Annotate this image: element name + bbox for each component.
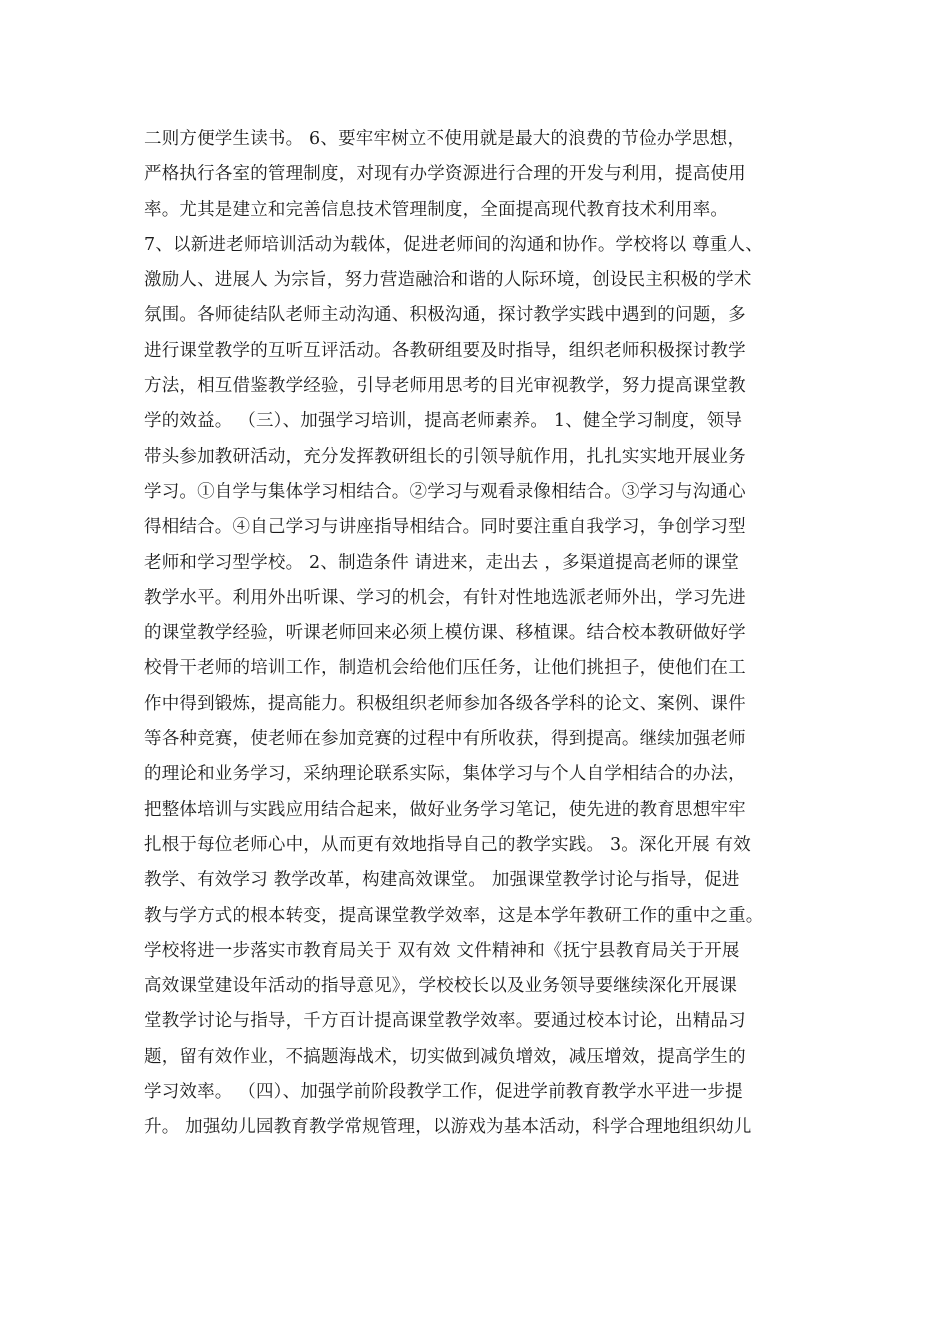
text-line: 等各种竞赛，使老师在参加竞赛的过程中有所收获，得到提高。继续加强老师 — [144, 729, 746, 750]
text-line: 的课堂教学经验，听课老师回来必须上模仿课、移植课。结合校本教研做好学 — [144, 623, 746, 644]
text-line: 老师和学习型学校。 2、制造条件 请进来，走出去 ，多渠道提高老师的课堂 — [144, 552, 740, 573]
text-line: 氛围。各师徒结队老师主动沟通、积极沟通，探讨教学实践中遇到的问题，多 — [144, 305, 746, 326]
text-line: 率。尤其是建立和完善信息技术管理制度，全面提高现代教育技术利用率。 — [144, 199, 729, 220]
document-body — [144, 122, 814, 1146]
text-line: 进行课堂教学的互听互评活动。各教研组要及时指导，组织老师积极探讨教学 — [144, 340, 746, 361]
text-line: 教与学方式的根本转变，提高课堂教学效率，这是本学年教研工作的重中之重。 — [144, 905, 764, 926]
text-line: 堂教学讨论与指导，千方百计提高课堂教学效率。要通过校本讨论，出精品习 — [144, 1011, 746, 1032]
text-line: 学校将进一步落实市教育局关于 双有效 文件精神和《抚宁县教育局关于开展 — [144, 940, 740, 961]
text-line: 7、以新进老师培训活动为载体，促进老师间的沟通和协作。学校将以 尊重人、 — [144, 234, 763, 255]
text-line: 教学、有效学习 教学改革，构建高效课堂。 加强课堂教学讨论与指导，促进 — [144, 870, 740, 891]
text-line: 升。 加强幼儿园教育教学常规管理，以游戏为基本活动，科学合理地组织幼儿 — [144, 1117, 752, 1138]
text-line: 方法，相互借鉴教学经验，引导老师用思考的目光审视教学，努力提高课堂教 — [144, 376, 746, 397]
text-line: 学习。①自学与集体学习相结合。②学习与观看录像相结合。③学习与沟通心 — [144, 481, 746, 502]
text-line: 高效课堂建设年活动的指导意见》，学校校长以及业务领导要继续深化开展课 — [144, 976, 738, 997]
text-line: 作中得到锻炼，提高能力。积极组织老师参加各级各学科的论文、案例、课件 — [144, 693, 746, 714]
text-line: 二则方便学生读书。 6、要牢牢树立不使用就是最大的浪费的节俭办学思想， — [144, 129, 746, 149]
text-line: 学的效益。 （三）、加强学习培训，提高老师素养。 1、健全学习制度，领导 — [144, 411, 743, 432]
text-line: 严格执行各室的管理制度，对现有办学资源进行合理的开发与利用，提高使用 — [144, 164, 746, 185]
text-line: 学习效率。 （四）、加强学前阶段教学工作，促进学前教育教学水平进一步提 — [144, 1082, 743, 1103]
text-line: 校骨干老师的培训工作，制造机会给他们压任务，让他们挑担子，使他们在工 — [144, 658, 746, 679]
text-line: 扎根于每位老师心中，从而更有效地指导自己的教学实践。 3。深化开展 有效 — [144, 834, 751, 855]
text-line: 题，留有效作业，不搞题海战术，切实做到减负增效，减压增效，提高学生的 — [144, 1046, 746, 1067]
text-line: 的理论和业务学习，采纳理论联系实际，集体学习与个人自学相结合的办法， — [144, 764, 746, 785]
text-line: 把整体培训与实践应用结合起来，做好业务学习笔记，使先进的教育思想牢牢 — [144, 799, 746, 820]
text-line: 教学水平。利用外出听课、学习的机会，有针对性地选派老师外出，学习先进 — [144, 587, 746, 608]
text-line: 带头参加教研活动，充分发挥教研组长的引领导航作用，扎扎实实地开展业务 — [144, 446, 746, 467]
text-line: 得相结合。④自己学习与讲座指导相结合。同时要注重自我学习，争创学习型 — [144, 517, 746, 538]
text-line: 激励人、进展人 为宗旨，努力营造融洽和谐的人际环境，创设民主积极的学术 — [144, 270, 752, 291]
